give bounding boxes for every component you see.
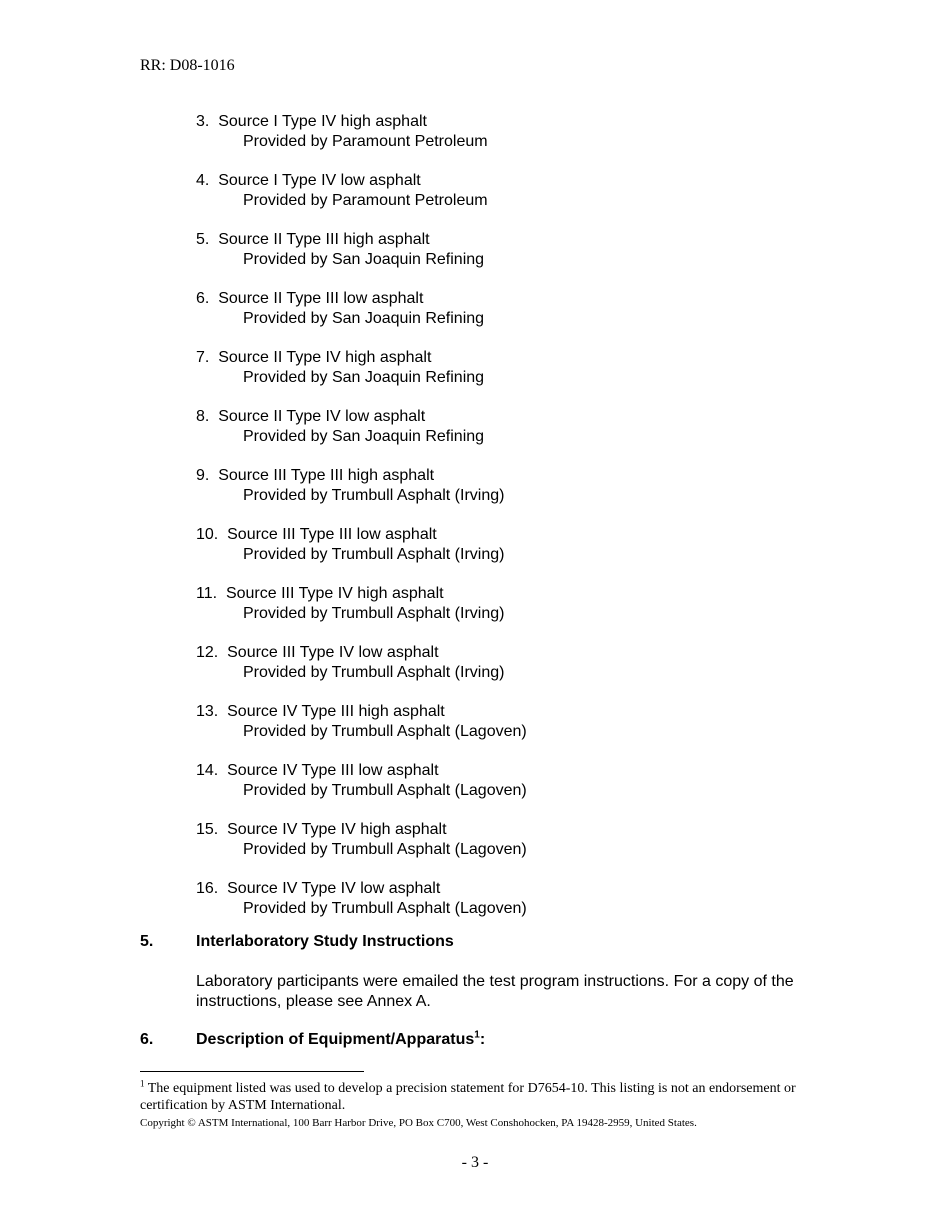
footnote-text: The equipment listed was used to develop a precision statement for D7654-10. This listing is not an endorsement or certification by ASTM International.: [140, 1081, 796, 1113]
list-item: [196, 230, 796, 289]
list-item: [196, 879, 796, 938]
document-header: RR: D08-1016: [140, 57, 235, 74]
list-item-provider: Provided by Trumbull Asphalt (Lagoven): [243, 781, 527, 799]
list-item-title: 4. Source I Type IV low asphalt: [196, 172, 421, 189]
list-item-title: 12. Source III Type IV low asphalt: [196, 644, 439, 661]
list-item-title: 6. Source II Type III low asphalt: [196, 290, 424, 307]
list-item-title: 3. Source I Type IV high asphalt: [196, 113, 427, 130]
list-item: [196, 584, 796, 643]
list-item-title: 8. Source II Type IV low asphalt: [196, 408, 426, 425]
list-item-title: 15. Source IV Type IV high asphalt: [196, 821, 447, 838]
section-title: Description of Equipment/Apparatus: [196, 1031, 475, 1048]
list-item-title: 13. Source IV Type III high asphalt: [196, 703, 445, 720]
list-item-provider: Provided by San Joaquin Refining: [243, 250, 485, 268]
footnote-reference[interactable]: 1: [474, 1029, 480, 1041]
footnote: [140, 1080, 800, 1114]
list-item-provider: Provided by Trumbull Asphalt (Lagoven): [243, 899, 527, 917]
footnote-marker: 1: [140, 1078, 145, 1089]
list-item-provider: Provided by San Joaquin Refining: [243, 427, 485, 445]
list-item-provider: Provided by Trumbull Asphalt (Lagoven): [243, 840, 527, 858]
section-heading-6: [140, 1031, 485, 1049]
heading-suffix: :: [479, 1031, 486, 1048]
list-item-provider: Provided by Trumbull Asphalt (Irving): [243, 604, 505, 622]
list-item: [196, 407, 796, 466]
list-item-title: 5. Source II Type III high asphalt: [196, 231, 430, 248]
list-item-title: 10. Source III Type III low asphalt: [196, 526, 437, 543]
list-item-title: 9. Source III Type III high asphalt: [196, 467, 435, 484]
list-item-provider: Provided by Paramount Petroleum: [243, 132, 488, 150]
list-item: [196, 171, 796, 230]
list-item-title: 16. Source IV Type IV low asphalt: [196, 880, 441, 897]
sample-list: [196, 112, 796, 938]
list-item: [196, 761, 796, 820]
list-item-provider: Provided by Trumbull Asphalt (Irving): [243, 663, 505, 681]
section-title: Interlaboratory Study Instructions: [196, 933, 454, 950]
list-item: [196, 820, 796, 879]
section-number: 6.: [140, 1031, 154, 1048]
copyright-notice: Copyright © ASTM International, 100 Barr Harbor Drive, PO Box C700, West Conshohocken, PA 19428-2959, United States.: [140, 1117, 697, 1129]
list-item: [196, 643, 796, 702]
section-heading-5: [140, 933, 454, 951]
list-item: [196, 466, 796, 525]
list-item: [196, 348, 796, 407]
list-item: [196, 112, 796, 171]
section-number: 5.: [140, 933, 154, 950]
list-item-provider: Provided by Trumbull Asphalt (Lagoven): [243, 722, 527, 740]
list-item: [196, 289, 796, 348]
list-item-title: 11. Source III Type IV high asphalt: [196, 585, 444, 602]
list-item-title: 7. Source II Type IV high asphalt: [196, 349, 432, 366]
list-item: [196, 702, 796, 761]
list-item-provider: Provided by Paramount Petroleum: [243, 191, 488, 209]
list-item-provider: Provided by San Joaquin Refining: [243, 309, 485, 327]
section-paragraph: Laboratory participants were emailed the test program instructions. For a copy of the instructions, please see Annex A.: [196, 973, 794, 1010]
footnote-divider: [140, 1071, 364, 1072]
list-item-title: 14. Source IV Type III low asphalt: [196, 762, 439, 779]
list-item-provider: Provided by Trumbull Asphalt (Irving): [243, 545, 505, 563]
list-item-provider: Provided by San Joaquin Refining: [243, 368, 485, 386]
page-number: - 3 -: [461, 1154, 489, 1171]
list-item: [196, 525, 796, 584]
list-item-provider: Provided by Trumbull Asphalt (Irving): [243, 486, 505, 504]
